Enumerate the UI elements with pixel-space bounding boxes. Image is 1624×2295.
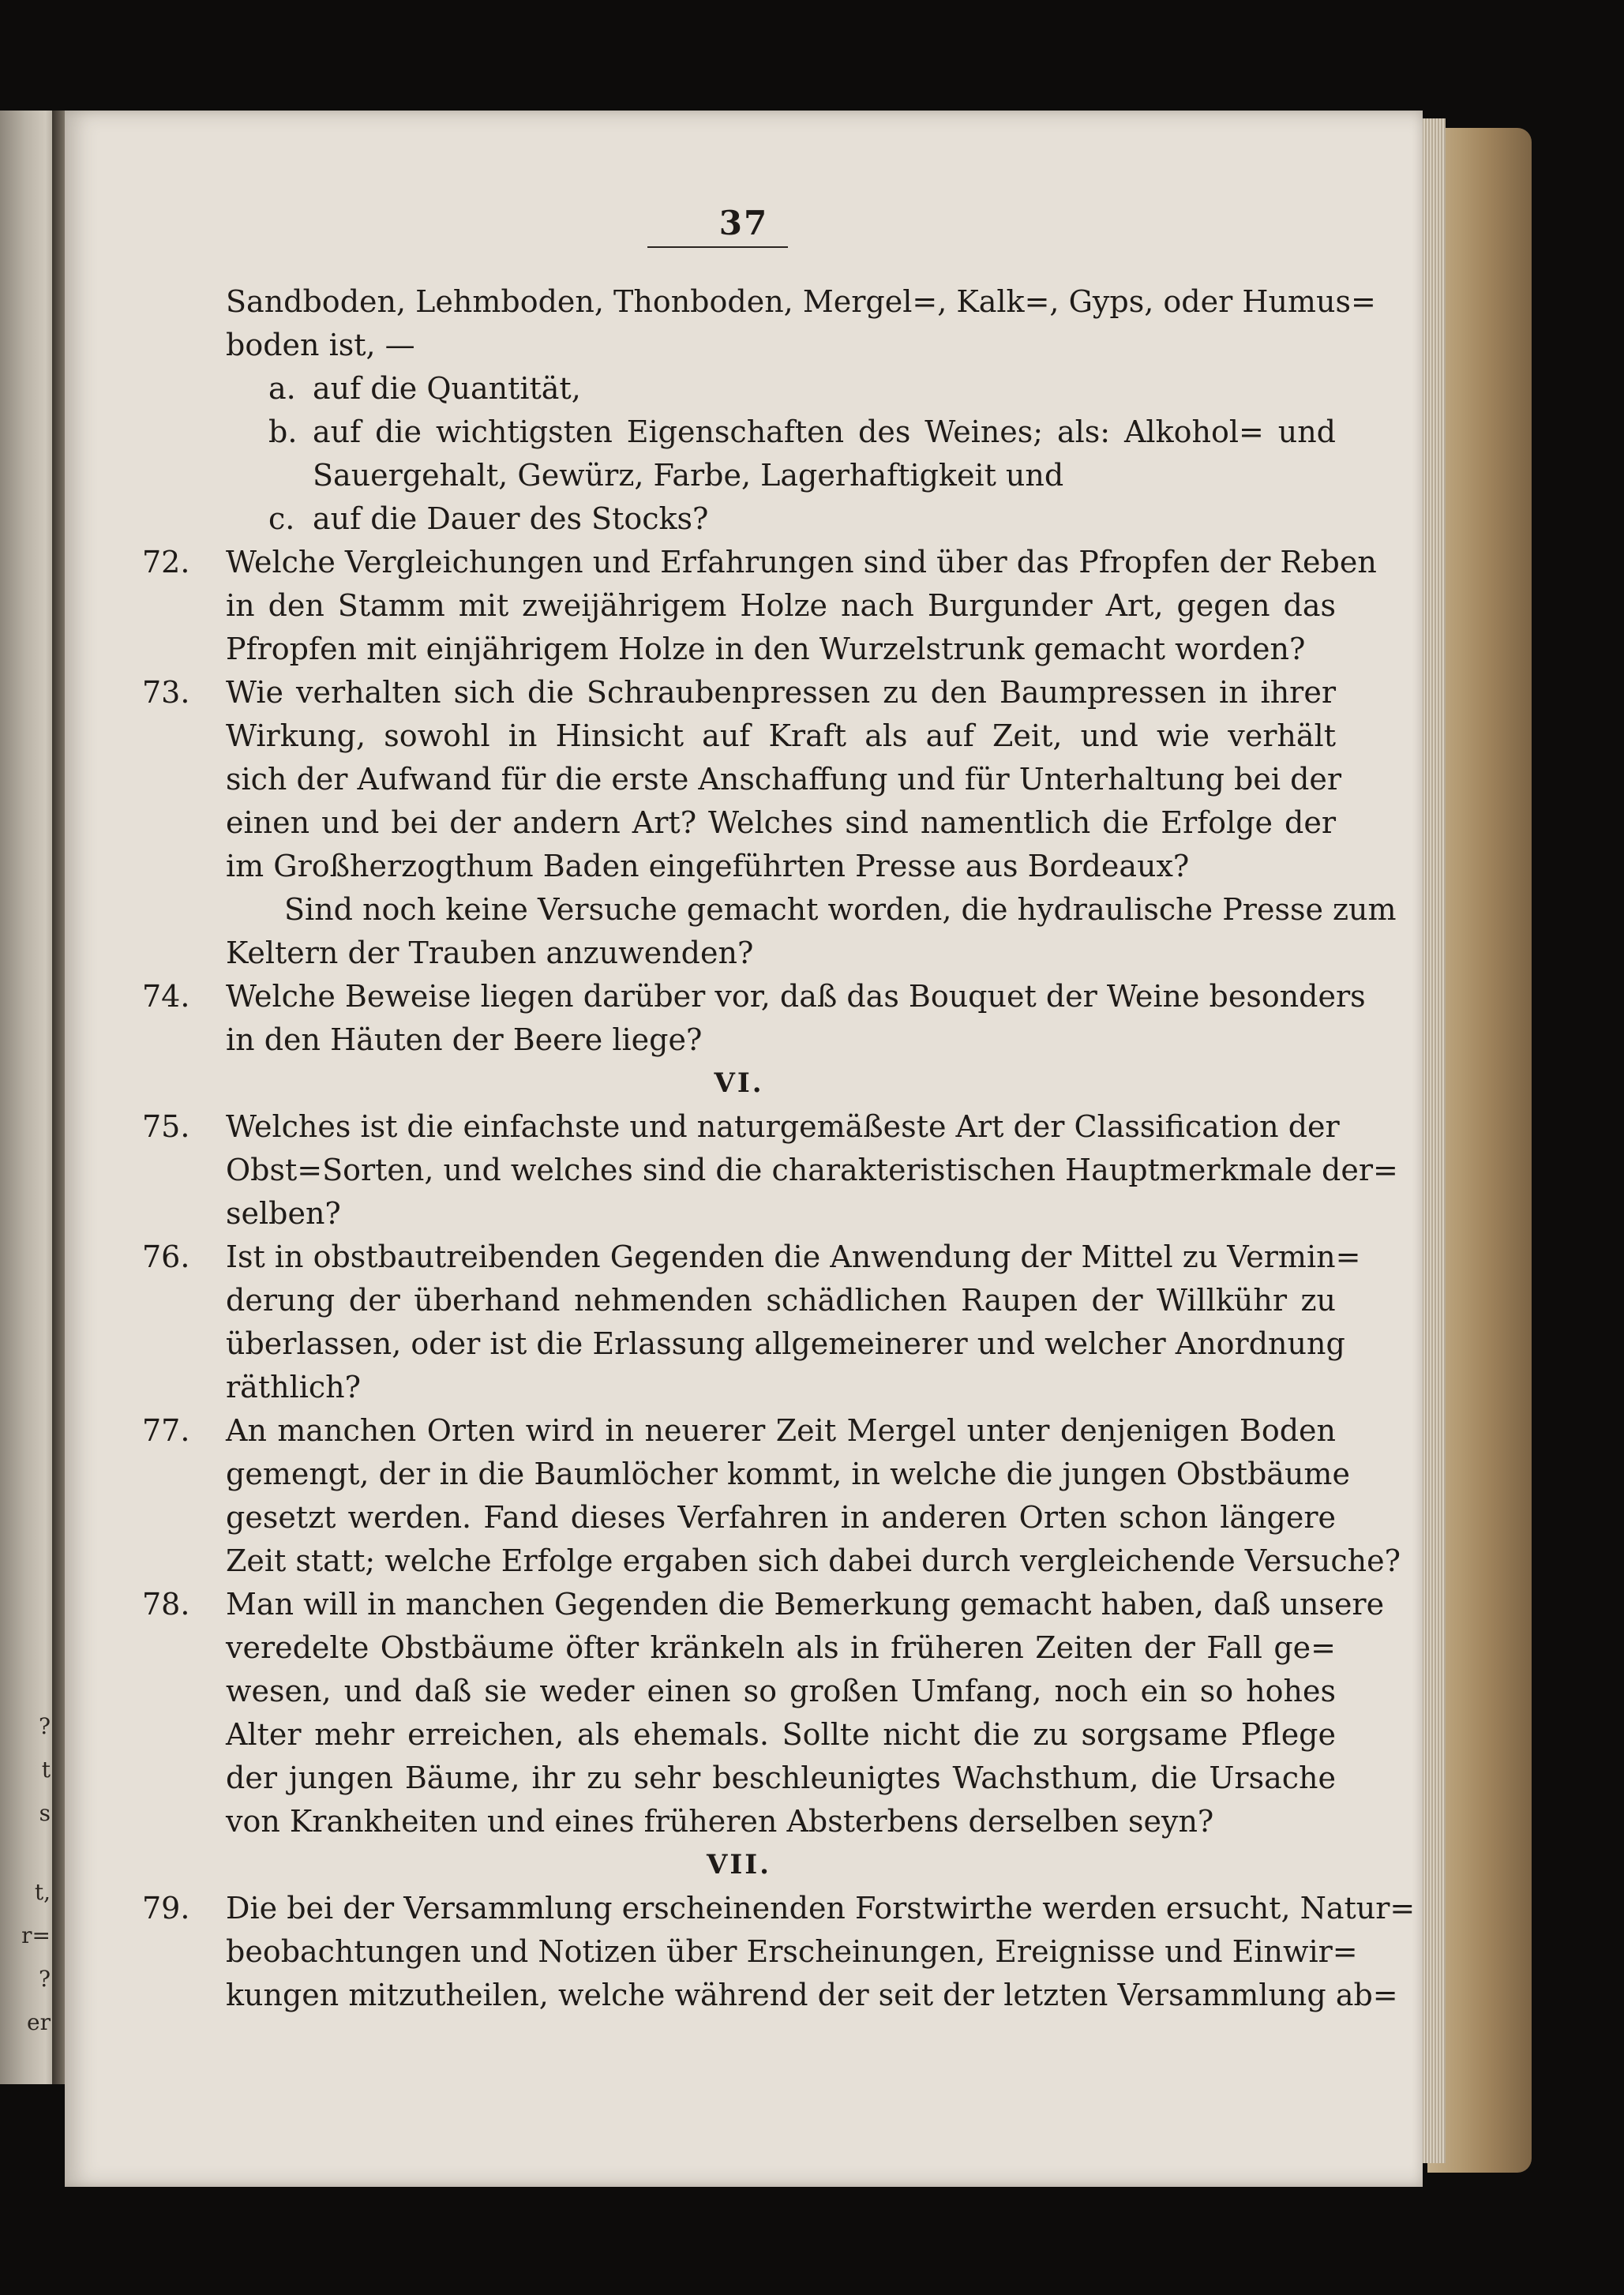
sub-item-letter: c. bbox=[268, 501, 295, 536]
text-line: im Großherzogthum Baden eingeführten Presse aus Bordeaux? bbox=[226, 849, 1190, 883]
question-number: 73. bbox=[142, 675, 190, 710]
text-line: Sauergehalt, Gewürz, Farbe, Lagerhaftigkeit und bbox=[313, 458, 1064, 493]
question-number: 75. bbox=[142, 1109, 190, 1144]
text-line: auf die Dauer des Stocks? bbox=[313, 501, 709, 536]
section-heading-vii: VII. bbox=[706, 1849, 772, 1881]
text-line: einen und bei der andern Art? Welches sind namentlich die Erfolge der bbox=[226, 805, 1336, 840]
text-line: Welche Vergleichungen und Erfahrungen sind über das Pfropfen der Reben bbox=[226, 545, 1377, 579]
text-line: Die bei der Versammlung erscheinenden Forstwirthe werden ersucht, Natur= bbox=[226, 1891, 1416, 1926]
text-line: Man will in manchen Gegenden die Bemerkung gemacht haben, daß unsere bbox=[226, 1587, 1385, 1622]
text-line: Welche Beweise liegen darüber vor, daß das Bouquet der Weine besonders bbox=[226, 979, 1366, 1014]
text-line: wesen, und daß sie weder einen so großen Umfang, noch ein so hohes bbox=[226, 1674, 1336, 1708]
page-content bbox=[142, 280, 1416, 2017]
sub-item-letter: a. bbox=[268, 371, 296, 406]
text-line: Wie verhalten sich die Schraubenpressen zu den Baumpressen in ihrer bbox=[226, 675, 1336, 710]
question-number: 74. bbox=[142, 979, 190, 1014]
facing-page-fragment: ? bbox=[38, 1966, 51, 1992]
text-line: von Krankheiten und eines früheren Absterbens derselben seyn? bbox=[226, 1804, 1214, 1839]
text-line: auf die Quantität, bbox=[313, 371, 581, 406]
question-number: 76. bbox=[142, 1239, 190, 1274]
question-number: 78. bbox=[142, 1587, 190, 1622]
text-line: derung der überhand nehmenden schädlichen Raupen der Willkühr zu bbox=[226, 1283, 1336, 1318]
sub-item-a bbox=[142, 367, 1336, 411]
text-line: veredelte Obstbäume öfter kränkeln als in früheren Zeiten der Fall ge= bbox=[226, 1630, 1336, 1665]
text-line: An manchen Orten wird in neuerer Zeit Mergel unter denjenigen Boden bbox=[226, 1413, 1336, 1448]
text-line: in den Stamm mit zweijährigem Holze nach Burgunder Art, gegen das bbox=[226, 588, 1336, 623]
text-line: auf die wichtigsten Eigenschaften des Weines; als: Alkohol= und bbox=[313, 414, 1336, 449]
question-72 bbox=[142, 541, 1377, 584]
facing-page-fragment: ? bbox=[38, 1713, 51, 1739]
text-line: Sind noch keine Versuche gemacht worden, die hydraulische Presse zum bbox=[284, 892, 1397, 927]
text-line: Wirkung, sowohl in Hinsicht auf Kraft als auf Zeit, und wie verhält bbox=[226, 718, 1336, 753]
facing-page-fragment: er bbox=[27, 2009, 51, 2035]
text-line: Alter mehr erreichen, als ehemals. Sollte nicht die zu sorgsame Pflege bbox=[226, 1717, 1336, 1752]
text-line: Keltern der Trauben anzuwenden? bbox=[226, 936, 754, 970]
text-line: beobachtungen und Notizen über Erscheinungen, Ereignisse und Einwir= bbox=[226, 1934, 1358, 1969]
text-line: Pfropfen mit einjährigem Holze in den Wurzelstrunk gemacht worden? bbox=[226, 632, 1306, 666]
question-number: 72. bbox=[142, 545, 190, 579]
question-number: 77. bbox=[142, 1413, 190, 1448]
sub-item-c bbox=[142, 497, 1336, 541]
question-78 bbox=[142, 1583, 1385, 1626]
text-line: Sandboden, Lehmboden, Thonboden, Mergel=, Kalk=, Gyps, oder Humus= bbox=[226, 284, 1376, 319]
question-75 bbox=[142, 1105, 1340, 1149]
text-line: Obst=Sorten, und welches sind die charakteristischen Hauptmerkmale der= bbox=[226, 1153, 1398, 1187]
sub-item-letter: b. bbox=[268, 414, 298, 449]
question-79 bbox=[142, 1887, 1416, 1930]
text-line: Welches ist die einfachste und naturgemäßeste Art der Classification der bbox=[226, 1109, 1340, 1144]
question-number: 79. bbox=[142, 1891, 190, 1926]
text-line: Zeit statt; welche Erfolge ergaben sich dabei durch vergleichende Versuche? bbox=[226, 1543, 1401, 1578]
text-line: überlassen, oder ist die Erlassung allgemeinerer und welcher Anordnung bbox=[226, 1326, 1345, 1361]
facing-page-fragment: s bbox=[39, 1800, 51, 1826]
book-page bbox=[65, 111, 1423, 2187]
text-line: kungen mitzutheilen, welche während der seit der letzten Versammlung ab= bbox=[226, 1978, 1398, 2012]
text-line: boden ist, — bbox=[226, 328, 415, 362]
section-heading-vi: VI. bbox=[714, 1067, 764, 1099]
text-line: selben? bbox=[226, 1196, 341, 1231]
header-rule bbox=[647, 246, 788, 248]
sub-item-b bbox=[142, 411, 1336, 454]
facing-page bbox=[0, 111, 57, 2084]
question-76 bbox=[142, 1236, 1361, 1279]
text-line: in den Häuten der Beere liege? bbox=[226, 1022, 703, 1057]
facing-page-fragment: t bbox=[41, 1757, 51, 1783]
page-number: 37 bbox=[718, 204, 769, 242]
text-line: räthlich? bbox=[226, 1370, 361, 1404]
question-74 bbox=[142, 975, 1366, 1018]
question-77 bbox=[142, 1409, 1336, 1453]
facing-page-fragment: r= bbox=[21, 1922, 51, 1948]
text-line: der jungen Bäume, ihr zu sehr beschleunigtes Wachsthum, die Ursache bbox=[226, 1761, 1336, 1795]
text-line: sich der Aufwand für die erste Anschaffung und für Unterhaltung bei der bbox=[226, 762, 1342, 797]
question-73 bbox=[142, 671, 1336, 714]
text-line: Ist in obstbautreibenden Gegenden die Anwendung der Mittel zu Vermin= bbox=[226, 1239, 1361, 1274]
text-line: gesetzt werden. Fand dieses Verfahren in anderen Orten schon längere bbox=[226, 1500, 1336, 1535]
text-line: gemengt, der in die Baumlöcher kommt, in welche die jungen Obstbäume bbox=[226, 1457, 1350, 1491]
facing-page-fragment: t, bbox=[34, 1879, 51, 1905]
